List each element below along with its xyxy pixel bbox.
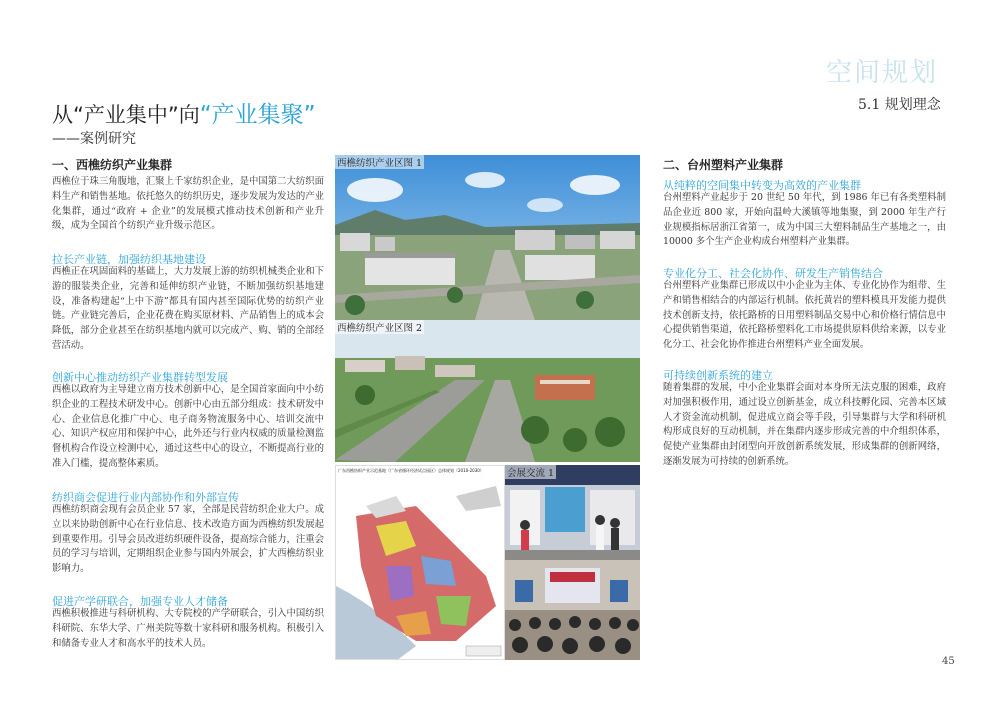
aerial-photo-2-label: 西樵纺织产业区图 2	[335, 320, 424, 334]
conference-photo-image	[505, 560, 640, 660]
page-title-prefix: 从“产业集中”向	[52, 103, 200, 127]
left-heading-2: 创新中心推动纺织产业集群转型发展	[52, 371, 228, 384]
right-heading-3: 可持续创新系统的建立	[663, 369, 773, 382]
left-section-title: 一、西樵纺织产业集群	[52, 158, 173, 172]
page-title-highlight: “产业集聚”	[199, 102, 316, 128]
exhibition-photo	[505, 465, 640, 560]
left-heading-3: 纺织商会促进行业内部协作和外部宣传	[52, 491, 239, 504]
right-paragraph-3: 随着集群的发展，中小企业集群会面对本身所无法克服的困难，政府对加强积极作用，通过设立创新基金，成立科技孵化园、完善本区域人才资金流动机制，促进成立商会等手段，引导集群与大学和科研机构形成良好的互动机制，并在集群内逐步形成完善的中介组织体系，促使产业集群由封闭型向开放创新系统发展，形成集群的创新网络，逐渐发展为可持续的创新系统。	[663, 382, 946, 467]
master-plan-map	[335, 465, 505, 660]
master-plan-map-image	[336, 466, 505, 660]
right-paragraph-2: 台州塑料产业集群已形成以中小企业为主体、专业化协作为组带、生产和销售相结合的内部运行机制。依托黄岩的塑料模具开发能力提供技术创新支持，依托路桥的日用塑料制品交易中心和价格行情信息中心提供销售渠道，依托路桥塑料化工市场提供原料供给来源，以专业化分工、社会化协作推进台州塑料产业全面发展。	[663, 280, 946, 351]
page-number: 45	[942, 656, 955, 667]
aerial-photo-1-label: 西樵纺织产业区图 1	[335, 155, 424, 169]
left-heading-4: 促进产学研联合，加强专业人才储备	[52, 595, 228, 608]
aerial-photo-2-image	[335, 320, 640, 462]
header-title: 空间规划	[826, 58, 939, 88]
left-paragraph-4: 西樵积极推进与科研机构、大专院校的产学研联合，引入中国纺织科研院、东华大学、广州美院等数十家科研和服务机构。积极引入和储备专业人才和高水平的技术人员。	[52, 608, 324, 649]
page-title	[52, 96, 412, 129]
right-paragraph-1: 台州塑料产业起步于 20 世纪 50 年代，到 1986 年已有各类塑料制品企业近 800 家，开始向温岭大溪镇等地集聚，到 2000 年生产行业规模指标居浙江省第一，成为中国三大塑料制品生产基地之一，由 10000 多个生产企业构成台州塑料产业集群。	[663, 192, 946, 248]
right-heading-2: 专业化分工、社会化协作、研发生产销售结合	[663, 267, 883, 280]
left-intro-paragraph: 西樵位于珠三角腹地，汇聚上千家纺织企业，是中国第二大纺织面料生产和销售基地。依托悠久的纺织历史，逐步发展为发达的产业化集群，通过“政府 + 企业”的发展模式推动技术创新和产业升级，成为全国首个纺织产业升级示范区。	[52, 176, 324, 232]
left-heading-1: 拉长产业链，加强纺织基地建设	[52, 253, 206, 266]
exhibition-photo-image	[505, 465, 640, 560]
left-paragraph-1: 西樵正在巩固面料的基础上，大力发展上游的纺织机械类企业和下游的服装类企业，完善和延伸纺织产业链，不断加强纺织基地建设，准备构建起“上中下游”都具有国内甚至国际优势的纺织产业链。产业链完善后，企业花费在购买原材料、产品销售上的成本会降低，部分企业甚至在纺织基地内就可以完成产、购、销的全部经营活动。	[52, 266, 324, 351]
industrial-aerial-photo-1	[335, 155, 640, 320]
page-subtitle: ——案例研究	[52, 131, 136, 147]
left-paragraph-2: 西樵以政府为主导建立南方技术创新中心，是全国首家面向中小纺织企业的工程技术研发中心。创新中心由五部分组成：技术研发中心、企业信息化推广中心、电子商务物流服务中心、培训交流中心、知识产权应用和保护中心，此外还与行业内权威的质量检测监督机构合作设立检测中心，通过这些中心的设立，不断提高行业的准入门槛，提高整体素质。	[52, 384, 324, 469]
conference-photo	[505, 560, 640, 660]
exhibition-photo-label: 会展交流 1	[505, 465, 556, 479]
aerial-photo-1-image	[335, 155, 640, 320]
master-plan-map-title: 广东西樵纺织产业示范基地（广东省循环经济试点园区）总体规划（2010-2030）	[338, 468, 484, 473]
industrial-aerial-photo-2	[335, 320, 640, 462]
header-subtitle: 5.1 规划理念	[858, 97, 941, 113]
right-section-title: 二、台州塑料产业集群	[663, 158, 784, 172]
right-heading-1: 从纯粹的空间集中转变为高效的产业集群	[663, 179, 861, 192]
left-paragraph-3: 西樵纺织商会现有会员企业 57 家，全部是民营纺织企业大户。成立以来协助创新中心在行业信息、技术改造方面为西樵纺织发展起到重要作用。引导会员改进纺织硬件设备，提高综合能力，注重会员的学习与培训，定期组织企业参与国内外展会，扩大西樵纺织业影响力。	[52, 504, 324, 575]
